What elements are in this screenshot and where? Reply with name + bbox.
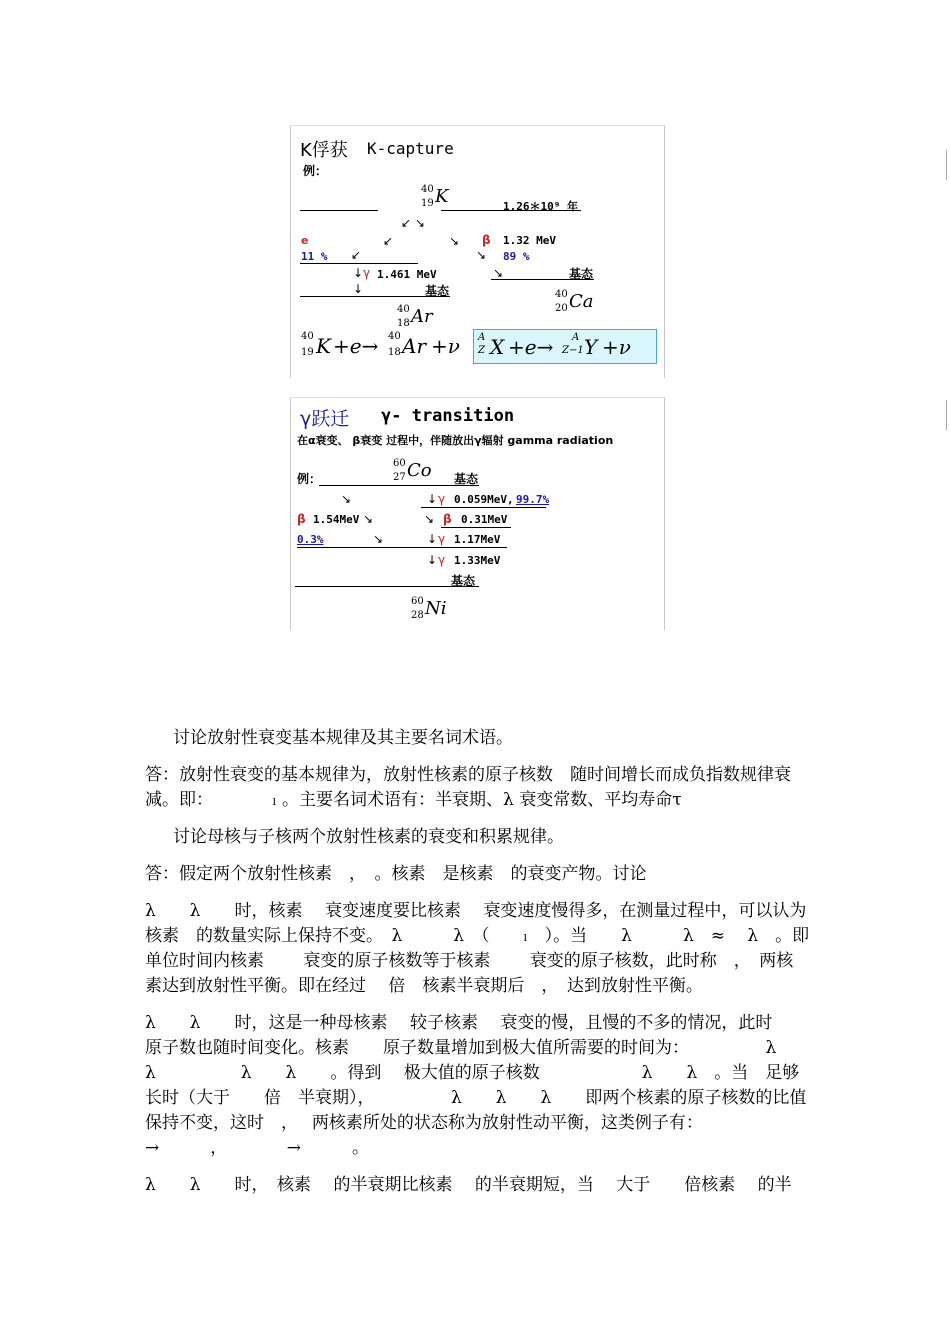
e-capture-label: e [301,234,309,247]
gamma3-arrow: ↓ [427,553,438,567]
left-branch-percent: 11 % [301,250,328,263]
ground-state-ca-label: 基态 [569,267,594,281]
beta-right-energy: 0.31MeV [461,513,508,526]
page-edge-mark [946,400,950,430]
question-2: 讨论母核与子核两个放射性核素的衰变和积累规律。 [173,827,564,847]
excited-level-ar [300,263,418,264]
page-edge-mark [946,150,950,180]
gamma1-percent: 99.7% [516,493,550,506]
answer-2: 答：假定两个放射性核素 ， 。核素 是核素 的衰变产物。讨论 [145,864,647,884]
gamma3-energy: 1.33MeV [454,554,501,567]
question-1: 讨论放射性衰变基本规律及其主要名词术语。 [173,728,513,748]
ground-level-ca [491,279,594,280]
ground-state-top-label: 基态 [454,472,479,486]
gamma3-label: γ [438,553,446,567]
ground-level-ar [300,296,450,297]
beta-label: β [482,233,491,247]
arrow-beta-left-3: ↘ [373,532,384,546]
beta-left-energy: 1.54MeV [313,513,360,526]
arrow-beta-right: ↘ [424,512,435,526]
gamma1-energy: 0.059MeV, [454,493,514,506]
paragraph-5: λ λ 时， 核素 的半衰期比核素 的半衰期短，当 大于 倍核素 的半 [145,1175,792,1195]
figure1-example-label: 例： [303,164,328,178]
gamma-transition-figure: γ跃迁 γ- transition 在α衰变、 β衰变 过程中，伴随放出γ辐射 gamma radiation 例： 60 27 Co 基态 ↘ ↓ γ 0.059MeV, 99.7% β 1.54MeV ↘ ↘ β 0.31MeV 0.3% ↘ ↓ γ 1.17MeV ↓ γ 1.33MeV 基态 60 28 Ni [290,397,665,630]
figure2-title-en: γ- transition [381,406,515,426]
k-capture-figure: K俘获 K-capture 例： 40 19 K 1.26＊10⁹ 年 ↙ ↘ ↙ ↘ e β 1.32 MeV 11 % ↙ ↘ 89 % ↓ γ 1.461 MeV ↘ 基态 ↓ 基态 40 20 Ca 40 18 Ar 40 19 K +e→ 40 18 Ar +ν A Z X +e→ A Z−1 Y +ν [290,125,665,378]
figure2-example-label: 例： [297,472,322,486]
paragraph-4: λ λ 时，这是一种母核素 较子核素 衰变的慢，且慢的不多的情况，此时 原子数也随时间变化。核素 原子数量增加到极大值所需要的时间为： λ λ λ λ 。得到 极大值的原子核数 λ λ 。当 足够长时（大于 倍 半衰期）， λ λ λ 即两个核素的原子核数的比值保持不变，这时 ， 两核素所处的状态称为放射性动平衡，这类例子有： → ， → 。 [145,1013,811,1158]
left-branch-percent: 0.3% [297,533,324,546]
ground-state-bottom-label: 基态 [451,574,476,588]
level-2 [441,527,511,528]
level-3 [297,547,507,548]
general-equation-box: A Z X +e→ A Z−1 Y +ν [473,329,657,364]
arrow-to-ca-1: ↘ [476,248,487,262]
branch-arrows: ↙ ↘ [401,216,425,230]
ground-state-ar-label: 基态 [425,284,450,298]
arrow-beta-left-1: ↘ [341,492,352,506]
gamma1-arrow: ↓ [427,492,438,506]
level-1 [421,507,546,508]
arrow-left-down: ↙ [383,234,394,248]
figure1-title-cn: K俘获 [300,140,348,161]
parent-level-left [300,210,378,211]
document-body [145,726,810,1198]
halflife-label: 1.26＊10⁹ 年 [503,200,578,213]
beta-right-label: β [443,512,452,526]
gamma2-label: γ [438,532,446,546]
arrow-to-ca-2: ↘ [493,266,504,280]
arrow-to-ar: ↙ [351,248,362,262]
answer-1: 答：放射性衰变的基本规律为，放射性核素的原子核数 随时间增长而成负指数规律衰减。即： ₗ 。主要名词术语有：半衰期、λ 衰变常数、平均寿命τ [145,765,791,810]
beta-left-label: β [297,512,306,526]
gamma2-arrow: ↓ [427,532,438,546]
figure1-title-en: K-capture [367,139,454,158]
gamma2-energy: 1.17MeV [454,533,501,546]
gamma1-label: γ [438,492,446,506]
figure2-title-cn: γ跃迁 [300,408,350,430]
right-branch-percent: 89 % [503,250,530,263]
ni-ground-level [295,586,479,587]
arrow-right-down: ↘ [449,234,460,248]
beta-energy: 1.32 MeV [503,234,556,247]
paragraph-3: λ λ 时，核素 衰变速度要比核素 衰变速度慢得多，在测量过程中，可以认为核素 的数量实际上保持不变。 λ λ （ ₗ ）。当 λ λ ≈ λ 。即单位时间内核素 衰变的原子核数等于核素 衰变的原子核数，此时称 ， 两核素达到放射性平衡。即在经过 倍 核素半衰期后 ， 达到放射性平衡。 [145,901,810,996]
figure2-subtitle: 在α衰变、 β衰变 过程中，伴随放出γ辐射 gamma radiation [297,434,614,447]
arrow-to-ar-ground: ↓ [353,282,364,296]
arrow-beta-left-2: ↘ [363,512,374,526]
gamma-label: γ [363,266,371,280]
gamma-energy: 1.461 MeV [377,268,437,281]
gamma-arrow: ↓ [353,266,364,280]
